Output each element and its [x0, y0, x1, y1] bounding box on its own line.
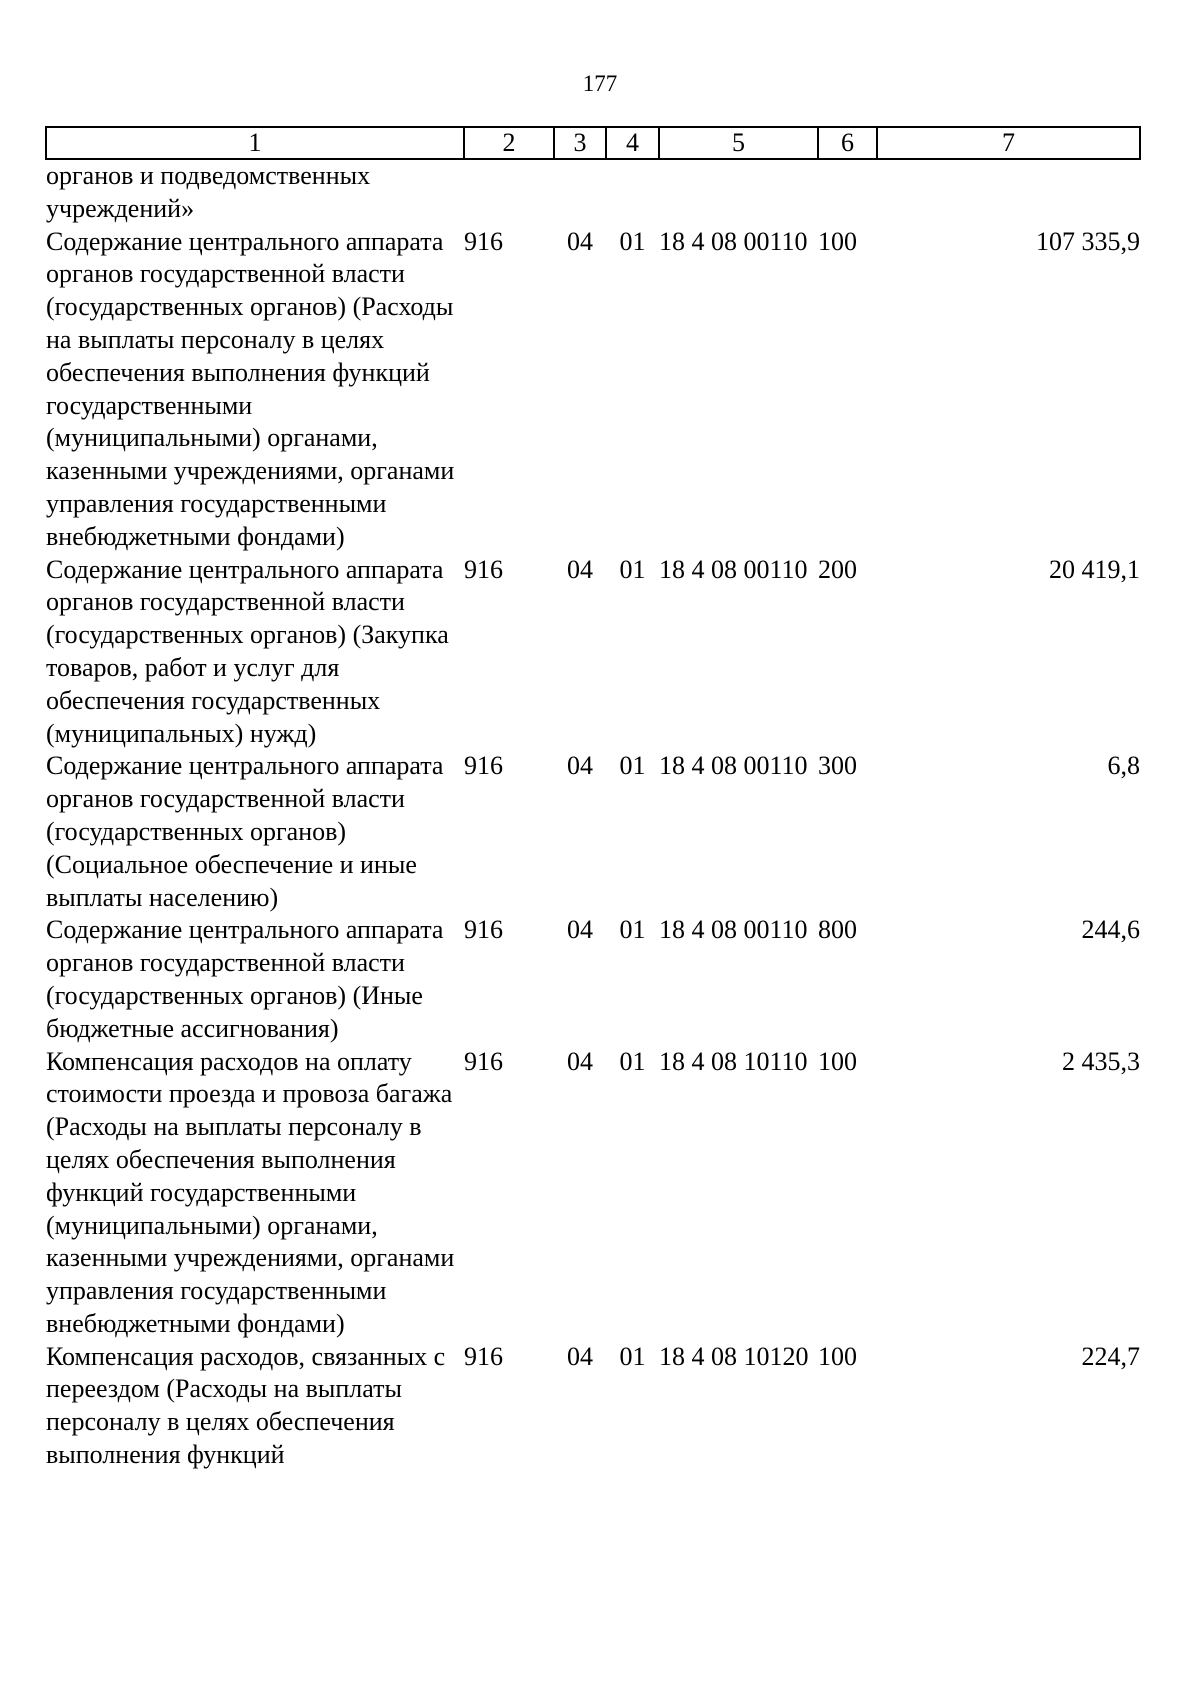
ministry-code: 916 — [464, 554, 503, 584]
page-number: 177 — [582, 71, 618, 96]
ministry-code: 916 — [464, 751, 503, 781]
column-header-4: 4 — [606, 127, 659, 159]
section-code: 04 — [567, 1341, 593, 1371]
ministry-code: 916 — [464, 915, 503, 945]
target-article-code: 18 4 08 10110 — [659, 1046, 808, 1076]
subsection-code: 01 — [619, 226, 646, 256]
expense-name: Содержание центрального аппарата органов государственной власти (государственных органов) (Расходы на выплаты персоналу в целях обеспечения выполнения функций государственными (муниципальными) органами, казенными учреждениями, органами управления государственными внебюджетными фондами) — [46, 226, 455, 551]
subsection-code: 01 — [619, 554, 646, 584]
ministry-code: 916 — [464, 1046, 503, 1076]
column-header-5: 5 — [659, 127, 818, 159]
amount: 2 435,3 — [1062, 1046, 1140, 1076]
expense-type-code: 100 — [818, 1046, 857, 1076]
table-row — [46, 226, 1140, 554]
expense-type-code: 200 — [818, 554, 857, 584]
column-header-7: 7 — [877, 127, 1140, 159]
section-code: 04 — [567, 915, 593, 945]
subsection-code: 01 — [619, 1046, 646, 1076]
header-row — [46, 127, 1140, 159]
amount: 244,6 — [1081, 915, 1140, 945]
subsection-code: 01 — [619, 751, 646, 781]
section-code: 04 — [567, 554, 593, 584]
expense-name: Содержание центрального аппарата органов государственной власти (государственных органов) (Закупка товаров, работ и услуг для обеспечения государственных (муниципальных) нужд) — [46, 554, 449, 748]
expense-type-code: 100 — [818, 226, 857, 256]
amount: 107 335,9 — [1036, 226, 1140, 256]
table-row — [46, 554, 1140, 751]
subsection-code: 01 — [619, 915, 646, 945]
column-header-2: 2 — [464, 127, 554, 159]
column-header-1: 1 — [46, 127, 464, 159]
column-header-6: 6 — [818, 127, 877, 159]
expense-name: Содержание центрального аппарата органов государственной власти (государственных органов) (Иные бюджетные ассигнования) — [46, 915, 444, 1043]
ministry-code: 916 — [464, 1341, 503, 1371]
amount: 6,8 — [1107, 751, 1140, 781]
continuation-text: органов и подведомственных учреждений» — [46, 161, 371, 223]
subsection-code: 01 — [619, 1341, 646, 1371]
target-article-code: 18 4 08 00110 — [659, 226, 808, 256]
continuation-row — [46, 159, 1140, 226]
table-row — [46, 1341, 1140, 1472]
table-row — [46, 1046, 1140, 1341]
column-header-3: 3 — [554, 127, 606, 159]
section-code: 04 — [567, 751, 593, 781]
expense-name: Содержание центрального аппарата органов государственной власти (государственных органов) (Социальное обеспечение и иные выплаты населению) — [46, 751, 444, 912]
expense-name: Компенсация расходов на оплату стоимости проезда и провоза багажа (Расходы на выплаты персоналу в целях обеспечения выполнения функций государственными (муниципальными) органами, казенными учреждениями, органами управления государственными внебюджетными фондами) — [46, 1046, 455, 1338]
table-row — [46, 914, 1140, 1045]
expense-name: Компенсация расходов, связанных с переездом (Расходы на выплаты персоналу в целях обеспечения выполнения функций — [46, 1341, 446, 1470]
ministry-code: 916 — [464, 226, 503, 256]
target-article-code: 18 4 08 00110 — [659, 751, 808, 781]
amount: 224,7 — [1081, 1341, 1140, 1371]
target-article-code: 18 4 08 10120 — [659, 1341, 809, 1371]
amount: 20 419,1 — [1049, 554, 1140, 584]
expense-type-code: 100 — [818, 1341, 857, 1371]
expense-type-code: 800 — [818, 915, 857, 945]
table-row — [46, 750, 1140, 914]
target-article-code: 18 4 08 00110 — [659, 554, 808, 584]
expense-type-code: 300 — [818, 751, 857, 781]
budget-table — [45, 126, 1141, 1472]
section-code: 04 — [567, 1046, 593, 1076]
section-code: 04 — [567, 226, 593, 256]
target-article-code: 18 4 08 00110 — [659, 915, 808, 945]
